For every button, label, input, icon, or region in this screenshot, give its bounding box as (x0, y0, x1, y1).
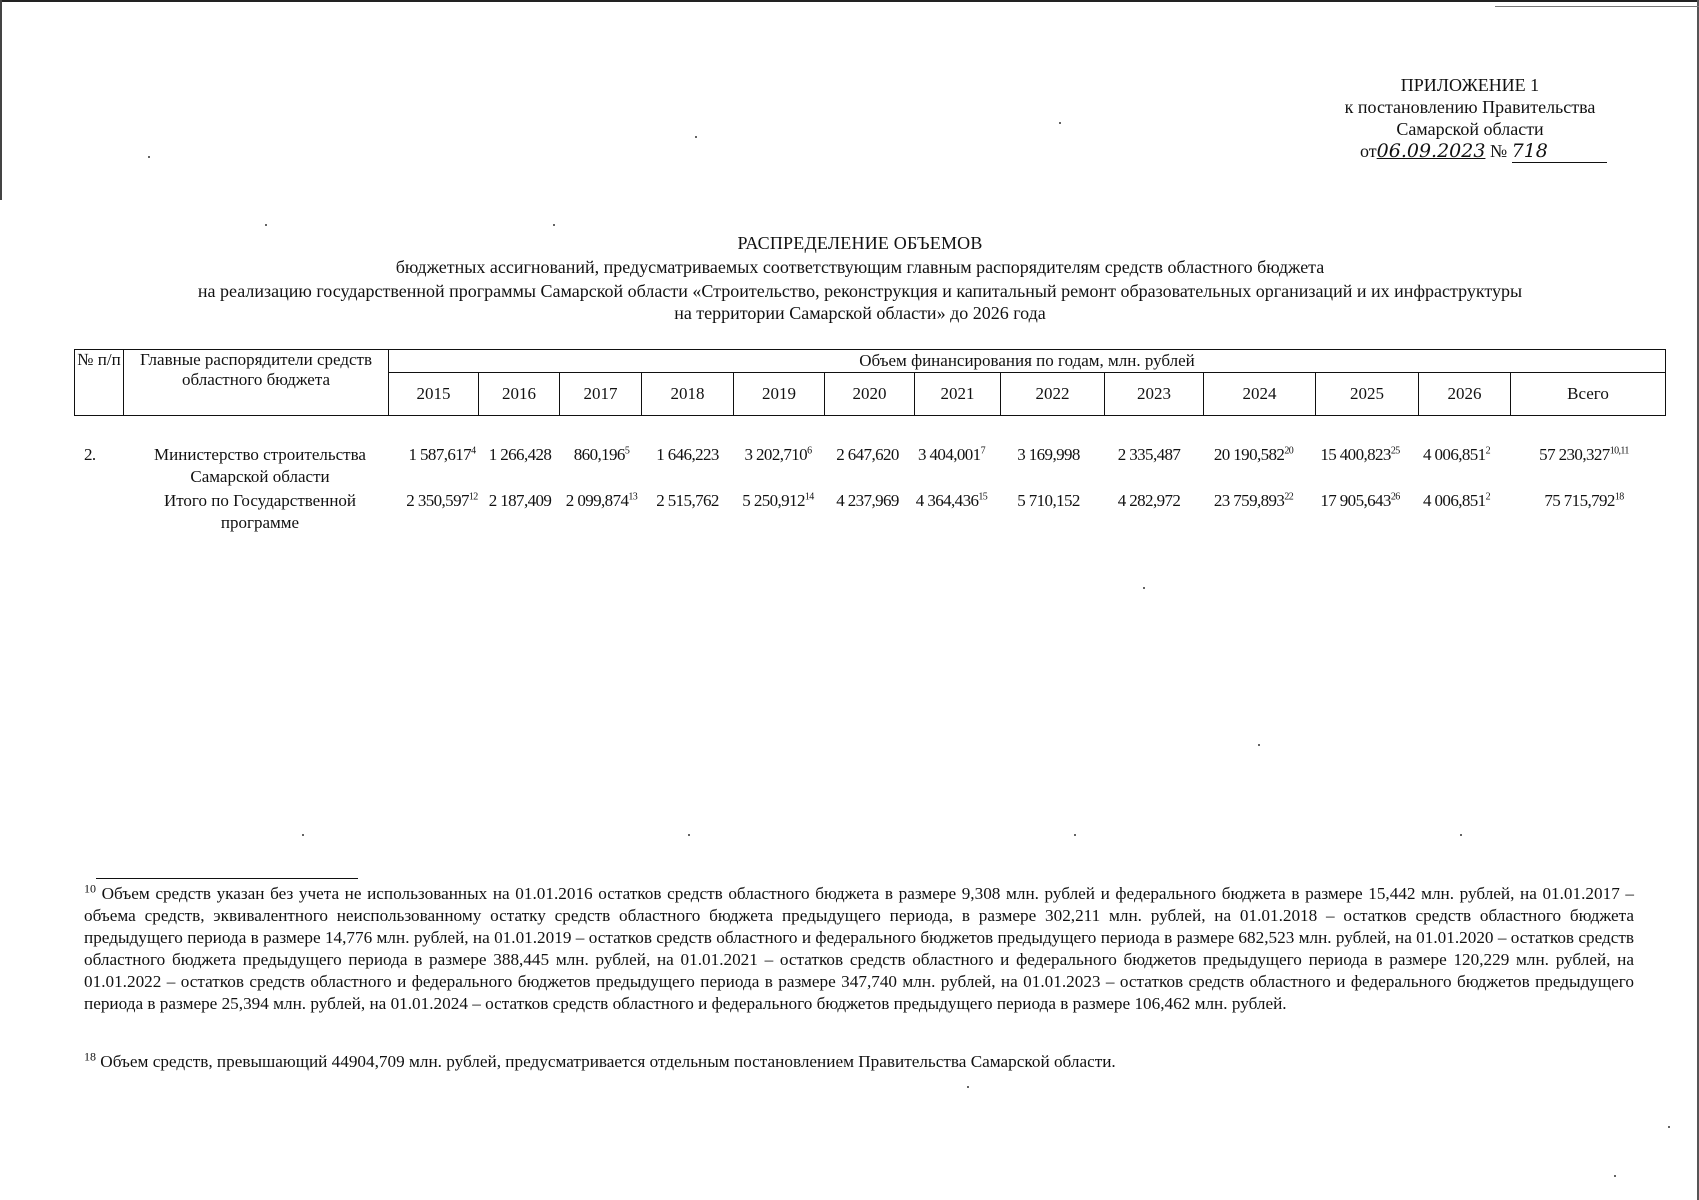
appendix-line-2: к постановлению Правительства (1344, 97, 1596, 117)
value-cell: 4 006,851$^2$ (1422, 445, 1490, 464)
scan-edge (1495, 6, 1699, 7)
scan-speck (1258, 744, 1260, 746)
handwritten-date: 06.09.2023 (1376, 140, 1486, 162)
year-header: 2025 (1316, 373, 1419, 416)
scan-speck (688, 834, 690, 836)
value-cell: 2 647,620 (836, 445, 899, 464)
value-cell: 5 710,152 (1017, 491, 1080, 510)
value-cell: 3 169,998 (1017, 445, 1080, 464)
col-number-header: № п/п (75, 350, 124, 416)
footnote-text: Объем средств, превышающий 44904,709 млн. рублей, предусматривается отдельным постановлением Правительства Самарской области. (100, 1052, 1116, 1071)
footnote (84, 883, 1634, 1015)
value-cell: 3 404,001$^7$ (917, 445, 985, 464)
total-cell: 75 715,792$^{18}$ (1544, 491, 1624, 510)
year-header: 2018 (642, 373, 734, 416)
row-number: 2. (84, 445, 96, 464)
scan-speck (148, 156, 150, 158)
total-cell: 57 230,327$^{10,11}$ (1539, 445, 1629, 464)
distributor-name: Итого по Государственной программе (163, 491, 357, 532)
year-header: 2026 (1419, 373, 1511, 416)
scan-speck (1059, 122, 1061, 124)
value-cell: 2 335,487 (1117, 445, 1181, 464)
scan-edge (0, 0, 1699, 2)
value-cell: 2 099,874$^{13}$ (565, 491, 638, 510)
handwritten-number: 718 (1512, 140, 1607, 163)
footnote (84, 1051, 1634, 1073)
value-cell: 17 905,643$^{26}$ (1320, 491, 1400, 510)
document-subtitle-2: на реализацию государственной программы Самарской области «Строительство, реконструкция и капитальный ремонт образовательных организаций и их инфраструктуры (197, 281, 1523, 301)
scan-speck (1460, 834, 1462, 836)
year-header: 2016 (479, 373, 560, 416)
col-financing-header: Объем финансирования по годам, млн. рублей (389, 350, 1666, 373)
appendix-block (1300, 74, 1640, 163)
year-header: 2023 (1105, 373, 1204, 416)
footnote-mark: 18 (84, 1049, 96, 1064)
scan-speck (1614, 1175, 1616, 1177)
value-cell: 1 646,223 (656, 445, 719, 464)
document-subtitle-3: на территории Самарской области» до 2026 года (674, 303, 1046, 323)
value-cell: 1 266,428 (488, 445, 552, 464)
scan-speck (695, 136, 697, 138)
year-header: 2024 (1204, 373, 1316, 416)
scan-speck (967, 1086, 969, 1088)
value-cell: 860,196$^5$ (573, 445, 630, 464)
year-header: 2021 (915, 373, 1001, 416)
footnote-text: Объем средств указан без учета не использованных на 01.01.2016 остатков средств областного бюджета в размере 9,308 млн. рублей и федерального бюджета в размере 15,442 млн. рублей, на 01.01.2017 – объема средств, эквивалентного неиспользованному остатку средств областного бюджета предыдущего периода, в размере 302,211 млн. рублей, на 01.01.2018 – остатков средств областного бюджета предыдущего периода в размере 14,776 млн. рублей, на 01.01.2019 – остатков средств областного и федерального бюджетов предыдущего периода в размере 682,523 млн. рублей, на 01.01.2020 – остатков средств областного бюджета предыдущего периода в размере 388,445 млн. рублей, на 01.01.2021 – остатков средств областного и федерального бюджетов предыдущего периода в размере 120,229 млн. рублей, на 01.01.2022 – остатков средств областного и федерального бюджетов предыдущего периода в размере 347,740 млн. рублей, на 01.01.2023 – остатков средств областного и федерального бюджетов предыдущего периода в размере 25,394 млн. рублей, на 01.01.2024 – остатков средств областного и федерального бюджетов предыдущего периода в размере 106,462 млн. рублей. (84, 884, 1634, 1013)
value-cell: 5 250,912$^{14}$ (742, 491, 814, 510)
value-cell: 15 400,823$^{25}$ (1320, 445, 1400, 464)
scan-speck (1143, 587, 1145, 589)
col-distributor-header: Главные распорядители средств областного бюджета (124, 350, 389, 416)
distributor-name: Министерство строительства Самарской области (154, 445, 366, 486)
scan-speck (1074, 834, 1076, 836)
document-title: РАСПРЕДЕЛЕНИЕ ОБЪЕМОВ (737, 233, 983, 253)
year-header: 2019 (734, 373, 825, 416)
appendix-title: ПРИЛОЖЕНИЕ 1 (1400, 75, 1540, 95)
value-cell: 4 237,969 (836, 491, 899, 510)
total-header: Всего (1511, 373, 1666, 416)
appendix-line-3: Самарской области (1396, 119, 1544, 139)
scan-edge (0, 0, 2, 200)
value-cell: 3 202,710$^6$ (744, 445, 812, 464)
scan-speck (302, 834, 304, 836)
value-cell: 4 282,972 (1117, 491, 1181, 510)
value-cell: 4 364,436$^{15}$ (915, 491, 988, 510)
value-cell: 23 759,893$^{22}$ (1213, 491, 1294, 510)
scan-speck (1668, 1126, 1670, 1128)
value-cell: 2 515,762 (656, 491, 719, 510)
scan-speck (553, 224, 555, 226)
footnote-separator (96, 878, 358, 879)
date-prefix: от (1360, 141, 1377, 161)
year-header: 2022 (1001, 373, 1105, 416)
year-header: 2020 (825, 373, 915, 416)
value-cell: 20 190,582$^{20}$ (1213, 445, 1294, 464)
year-header: 2015 (389, 373, 479, 416)
document-subtitle-1: бюджетных ассигнований, предусматриваемых соответствующим главным распорядителям средств областного бюджета (395, 257, 1325, 277)
financing-table-header (74, 349, 1666, 416)
value-cell: 2 187,409 (488, 491, 552, 510)
table-row (74, 490, 1666, 536)
appendix-date-row (1300, 140, 1640, 163)
table-row (74, 444, 1666, 490)
number-prefix: № (1489, 141, 1508, 161)
value-cell: 4 006,851$^2$ (1422, 491, 1490, 510)
scan-speck (265, 224, 267, 226)
value-cell: 1 587,617$^4$ (408, 445, 476, 464)
footnote-mark: 10 (84, 881, 96, 896)
year-header: 2017 (560, 373, 642, 416)
value-cell: 2 350,597$^{12}$ (406, 491, 478, 510)
